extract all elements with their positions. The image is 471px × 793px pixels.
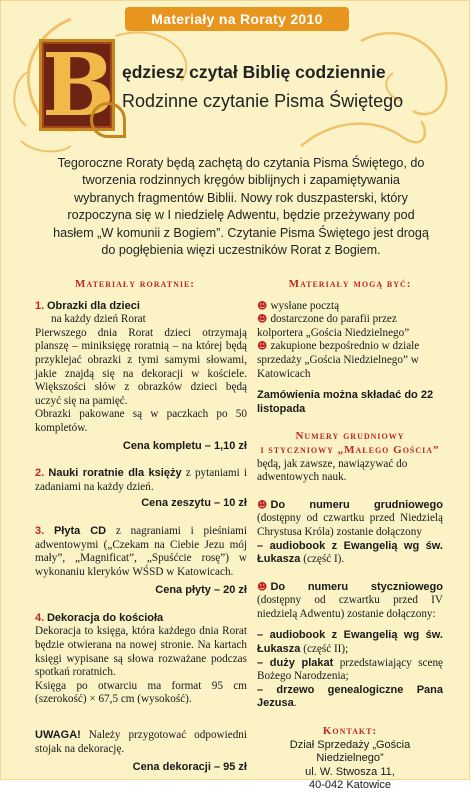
section-heading-magazine: i styczniowy „Małego Gościa” (260, 443, 440, 456)
contact-line: ul. W. Stwosza 11, (305, 765, 395, 778)
section-heading-magazine: Numery grudniowy (295, 430, 405, 443)
contact-line: 40-042 Katowice (309, 779, 391, 792)
item-title: Dekoracja do kościoła (46, 611, 164, 624)
header-banner: Materiały na Roraty 2010 (125, 7, 349, 31)
price-label: Cena zeszytu – 10 zł (141, 497, 247, 510)
item-text: Pierwszego dnia Rorat dzieci otrzymają planszę – miniksięgę roratnią – na której będą przyklejać obrazki z tymi samymi słowami, jakie znajdą się na dekoracji w kościele. Większości słów z obrazków dzieci będą uczyć się na pamięć. (35, 326, 247, 407)
contact-line: Dział Sprzedaży „Gościa Niedzielnego” (289, 738, 411, 765)
smiley-icon: ☻ (257, 300, 268, 312)
item-text: Dekoracja to księga, która każdego dnia Rorat będzie otwierana na nowej stronie. Na kartach księgi wypisane są słowa rozważane podczas spotkań roratnich. (35, 625, 247, 679)
smiley-icon: ☻ (257, 499, 268, 511)
audiobook-item: – audiobook z Ewangelią wg św. Łukasza (257, 629, 443, 656)
smiley-icon: ☻ (257, 341, 268, 353)
poster-item: – duży plakat (257, 656, 334, 669)
item-text: Obrazki pakowane są w paczkach po 50 kompletów. (35, 408, 247, 434)
item-number: 2. (35, 467, 45, 480)
audiobook-item: – audiobook z Ewangelią wg św. Łukasza (257, 539, 443, 566)
smiley-icon: ☻ (257, 314, 268, 326)
orders-deadline: Zamówienia można składać do 22 listopada (257, 389, 434, 415)
warning-text: Należy przygotować odpowiedni stojak na dekorację. (35, 729, 248, 755)
left-column (35, 278, 247, 775)
price-label: Cena płyty – 20 zł (155, 584, 247, 597)
item-3 (35, 525, 247, 598)
item-text: z nagraniami i pieśniami adwentowymi („Czekam na Ciebie Jezu mój mały”, „Magnificat”, „Spuśćcie rosę”) w wykonaniu kleryków WŚSD w Katowicach. (35, 524, 247, 578)
dropcap-ornament (39, 35, 115, 136)
item-title: Nauki roratnie dla księży (48, 467, 182, 480)
item-title: Płyta CD (53, 524, 107, 537)
smiley-icon: ☻ (257, 581, 268, 593)
warning-label: UWAGA! (35, 729, 81, 742)
december-issue: ☻ Do numeru grudniowego (dostępny od czwartku przed Niedzielą Chrystusa Króla) zostanie dołączony (257, 498, 443, 538)
item-text: z pytaniami i zadaniami na każdy dzień. (35, 467, 248, 493)
dropcap-letter: B (42, 35, 115, 136)
item-number: 4. (35, 611, 45, 624)
section-heading-contact: Kontakt: (322, 725, 378, 738)
item-4 (35, 612, 247, 775)
item-1 (35, 300, 247, 454)
item-number: 3. (35, 524, 45, 537)
list-item: ☻ zakupione bezpośrednio w dziale sprzedaży „Gościa Niedzielnego” w Katowicach (257, 340, 420, 380)
item-2 (35, 467, 247, 511)
january-issue: ☻ Do numeru styczniowego (dostępny od czwartku przed IV niedzielą Adwentu) zostanie dołączony: (257, 580, 443, 620)
article-title: ędziesz czytał Biblię codziennie (122, 62, 386, 82)
section-heading-delivery: Materiały mogą być: (288, 278, 412, 290)
price-label: Cena dekoracji – 95 zł (132, 761, 247, 774)
item-title: Obrazki dla dzieci (46, 299, 140, 312)
genealogy-item: – drzewo genealogiczne Pana Jezusa (257, 683, 443, 710)
item-subtitle: na każdy dzień Rorat (51, 313, 146, 326)
magazine-text: będą, jak zawsze, nawiązywać do adwentowych nauk. (257, 457, 408, 484)
right-column: Materiały mogą być: ☻ wysłane pocztą ☻ dostarczone do parafii przez kolportera „Gościa Niedzielnego” ☻ zakupione bezpośrednio w dziale sprzedaży „Gościa Niedzielnego” w Katowicach Zamówienia można składać do 22 listopada Numery grudniowy i styczniowy „Małego Gościa” będą, jak zawsze, nawiązywać do adwentowych nauk. ☻ Do numeru grudniowego (dostępny od czwartku przed Niedzielą Chrystusa Króla) zostanie dołączony – audiobook z Ewangelią wg św. Łukasza (część I). ☻ Do numeru styczniowego (dostępny od czwartku przed IV niedzielą Adwentu) zostanie dołączony: – audiobook z Ewangelią wg św. Łukasza (część II); – duży plakat przedstawiający scenę Bożego Narodzenia; – drzewo genealogiczne Pana Jezusa. Kontakt: Dział Sprzedaży „Gościa Niedzielnego” ul. W. Stwosza 11, 40-042 Katowice (257, 278, 444, 792)
article-subtitle: Rodzinne czytanie Pisma Świętego (122, 91, 404, 111)
intro-paragraph: Tegoroczne Roraty będą zachętą do czytania Pisma Świętego, do tworzenia rodzinnych kręgów biblijnych i zapamiętywania wybranych fragmentów Biblii. Nowy rok duszpasterski, który rozpoczyna się w I niedzielę Adwentu, będzie przeżywany pod hasłem „W komunii z Bogiem”. Czytanie Pisma Świętego jest drogą do pogłębienia więzi uczestników Rorat z Bogiem. (53, 156, 429, 258)
price-label: Cena kompletu – 1,10 zł (122, 439, 247, 452)
section-heading-materials: Materiały roratnie: (75, 278, 195, 290)
item-text: Księga po otwarciu ma format 95 cm (szerokość) × 67,5 cm (wysokość). (35, 679, 247, 706)
list-item: ☻ wysłane pocztą (257, 299, 340, 312)
item-number: 1. (35, 299, 45, 312)
dropcap-curl (90, 102, 126, 138)
list-item: ☻ dostarczone do parafii przez kolportera „Gościa Niedzielnego” (257, 313, 410, 339)
